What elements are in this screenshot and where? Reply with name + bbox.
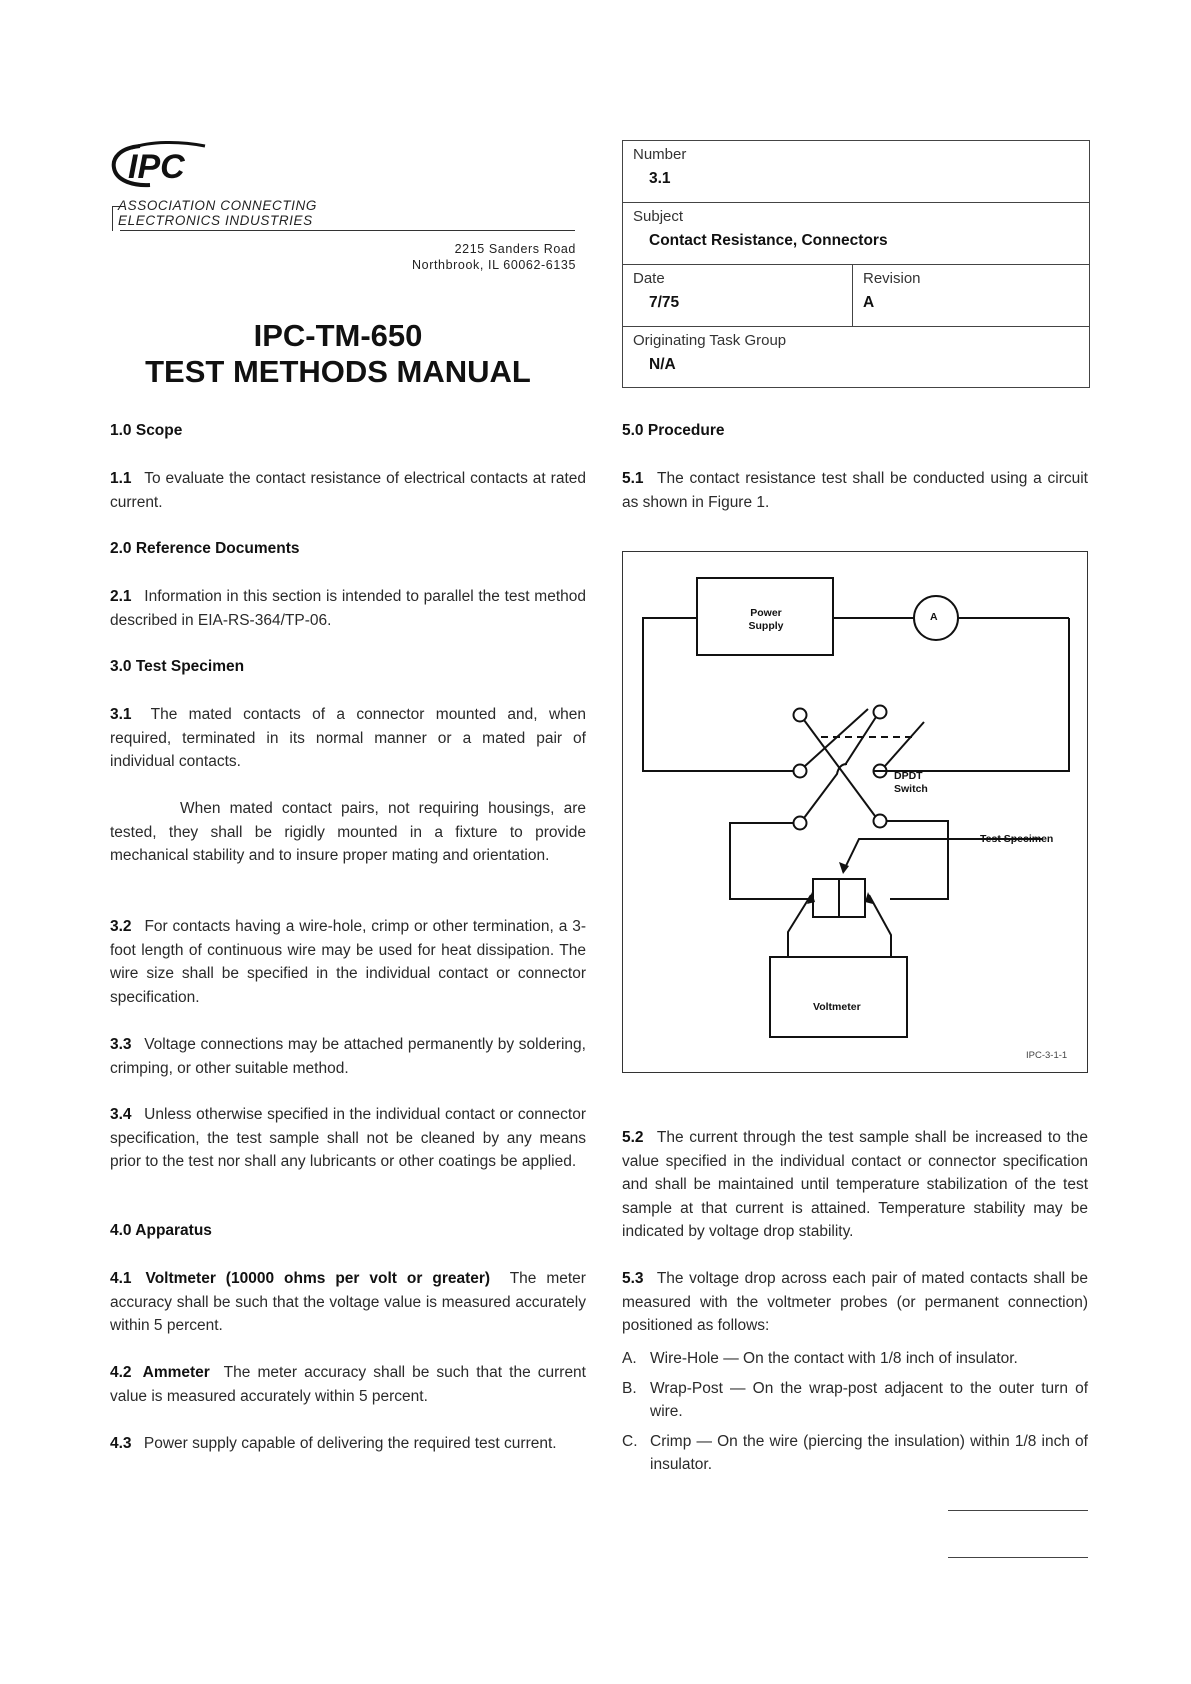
section-3-3 <box>110 1033 586 1080</box>
revision-value: A <box>863 294 875 311</box>
info-task-group-row <box>623 327 1089 387</box>
paragraph-lead: Voltmeter (10000 ohms per volt or greater) <box>145 1270 491 1287</box>
address <box>360 241 576 273</box>
date-label: Date <box>633 270 665 287</box>
section-number: 3.4 <box>110 1106 132 1123</box>
section-number: 4.3 <box>110 1435 132 1452</box>
section-1-1 <box>110 467 586 514</box>
section-2-heading: 2.0 Reference Documents <box>110 540 300 557</box>
task-group-label: Originating Task Group <box>633 332 787 349</box>
list-letter: A. <box>622 1350 637 1367</box>
info-date-revision-row <box>623 265 1089 327</box>
paragraph-text: The mated contacts of a connector mounted and, when required, terminated in its normal manner or a mated pair of individual contacts. <box>110 706 586 770</box>
paragraph-lead: Ammeter <box>142 1364 210 1381</box>
list-item <box>622 1347 1088 1371</box>
section-3-heading: 3.0 Test Specimen <box>110 658 245 675</box>
circuit-diagram-icon <box>623 552 1089 1074</box>
section-4-2 <box>110 1361 586 1408</box>
subject-label: Subject <box>633 208 684 225</box>
paragraph-text: Information in this section is intended to parallel the test method described in EIA-RS-364/TP-06. <box>110 588 586 629</box>
section-5-2 <box>622 1126 1088 1244</box>
section-4-3 <box>110 1432 586 1456</box>
paragraph-text: The contact resistance test shall be conducted using a circuit as shown in Figure 1. <box>622 470 1088 511</box>
paragraph-text: The meter accuracy shall be such that the current value is measured accurately within 5 percent. <box>110 1364 586 1405</box>
section-number: 2.1 <box>110 588 132 605</box>
list-letter: C. <box>622 1432 638 1450</box>
number-label: Number <box>633 146 687 163</box>
ipc-logo <box>110 140 220 190</box>
association-name <box>118 198 317 228</box>
list-text: Wire-Hole — On the contact with 1/8 inch of insulator. <box>650 1350 1018 1367</box>
task-group-value: N/A <box>649 356 676 373</box>
voltmeter-label: Voltmeter <box>813 1001 861 1013</box>
rule-line-2 <box>948 1557 1088 1558</box>
date-cell <box>623 265 853 326</box>
rule-line-1 <box>948 1510 1088 1511</box>
section-number: 3.2 <box>110 918 132 935</box>
power-supply-label <box>736 607 796 633</box>
section-number: 5.2 <box>622 1129 644 1146</box>
switch-label-line-2: Switch <box>894 783 928 795</box>
section-3-1 <box>110 703 586 774</box>
association-line-1: ASSOCIATION CONNECTING <box>118 198 317 213</box>
date-value: 7/75 <box>649 294 680 311</box>
ipc-logo-icon <box>110 140 220 190</box>
address-line-2: Northbrook, IL 60062-6135 <box>412 258 576 272</box>
info-subject-row <box>623 203 1089 265</box>
section-4-1 <box>110 1267 586 1338</box>
section-4-heading: 4.0 Apparatus <box>110 1222 212 1239</box>
paragraph-text: Power supply capable of delivering the required test current. <box>143 1435 557 1452</box>
section-3-2 <box>110 915 586 1009</box>
section-5-3 <box>622 1267 1088 1338</box>
paragraph-text: The voltage drop across each pair of mated contacts shall be measured with the voltmeter probes (or permanent connection) positioned as follows: <box>622 1270 1088 1334</box>
section-3-4 <box>110 1103 586 1174</box>
paragraph-text: Voltage connections may be attached permanently by soldering, crimping, or other suitable method. <box>110 1036 586 1077</box>
section-number: 5.1 <box>622 470 644 487</box>
section-5-1 <box>622 467 1088 514</box>
manual-title-line-2: TEST METHODS MANUAL <box>145 354 531 389</box>
paragraph-text: When mated contact pairs, not requiring housings, are tested, they shall be rigidly mounted in a fixture to provide mechanical stability and to insure proper mating and orientation. <box>110 800 586 864</box>
revision-label: Revision <box>863 270 921 287</box>
number-value: 3.1 <box>649 170 671 187</box>
revision-cell <box>853 265 1089 326</box>
document-info-box <box>622 140 1090 388</box>
section-3-1-paragraph-2 <box>110 797 586 868</box>
section-number: 1.1 <box>110 470 132 487</box>
list-text: Wrap-Post — On the wrap-post adjacent to the outer turn of wire. <box>650 1379 1088 1420</box>
section-number: 3.3 <box>110 1036 132 1053</box>
dpdt-switch-label <box>894 770 928 796</box>
info-number-row <box>623 141 1089 203</box>
header-rule <box>120 230 575 231</box>
figure-1-circuit-diagram <box>622 551 1088 1073</box>
section-2-1 <box>110 585 586 632</box>
subject-value: Contact Resistance, Connectors <box>649 232 888 249</box>
switch-label-line-1: DPDT <box>894 770 923 782</box>
section-5-3-list <box>622 1347 1088 1477</box>
list-item <box>622 1377 1088 1424</box>
section-5-heading: 5.0 Procedure <box>622 422 725 439</box>
manual-title-line-1: IPC-TM-650 <box>253 318 423 353</box>
section-number: 4.2 <box>110 1364 132 1381</box>
list-text: Crimp — On the wire (piercing the insulation) within 1/8 inch of insulator. <box>650 1432 1088 1473</box>
figure-id: IPC-3-1-1 <box>1026 1050 1068 1061</box>
association-line-2: ELECTRONICS INDUSTRIES <box>118 213 313 228</box>
power-supply-line-1: Power <box>750 607 782 619</box>
test-specimen-label: Test Specimen <box>980 833 1054 845</box>
ammeter-symbol: A <box>930 611 938 623</box>
section-number: 4.1 <box>110 1270 132 1287</box>
paragraph-text: Unless otherwise specified in the individual contact or connector specification, the test sample shall not be cleaned by any means prior to the test nor shall any lubricants or other coatings be applied. <box>110 1106 586 1170</box>
paragraph-text: The current through the test sample shall be increased to the value specified in the individual contact or connector specification and shall be maintained until temperature stabilization of the test sample at that current is attained. Temperature stability may be indicated by voltage drop stability. <box>622 1129 1088 1240</box>
section-1-heading: 1.0 Scope <box>110 422 183 439</box>
paragraph-text: The meter accuracy shall be such that the voltage value is measured accurately within 5 percent. <box>110 1270 586 1334</box>
section-number: 5.3 <box>622 1270 644 1287</box>
svg-text:IPC: IPC <box>128 148 185 186</box>
section-number: 3.1 <box>110 706 132 723</box>
list-letter: B. <box>622 1379 637 1397</box>
power-supply-line-2: Supply <box>748 620 784 632</box>
list-item <box>622 1430 1088 1477</box>
paragraph-text: For contacts having a wire-hole, crimp or other termination, a 3-foot length of continuous wire may be used for heat dissipation. The wire size shall be specified in the individual contact or connector specification. <box>110 918 586 1006</box>
address-line-1: 2215 Sanders Road <box>454 242 576 256</box>
manual-title <box>100 318 576 390</box>
paragraph-text: To evaluate the contact resistance of electrical contacts at rated current. <box>110 470 586 511</box>
